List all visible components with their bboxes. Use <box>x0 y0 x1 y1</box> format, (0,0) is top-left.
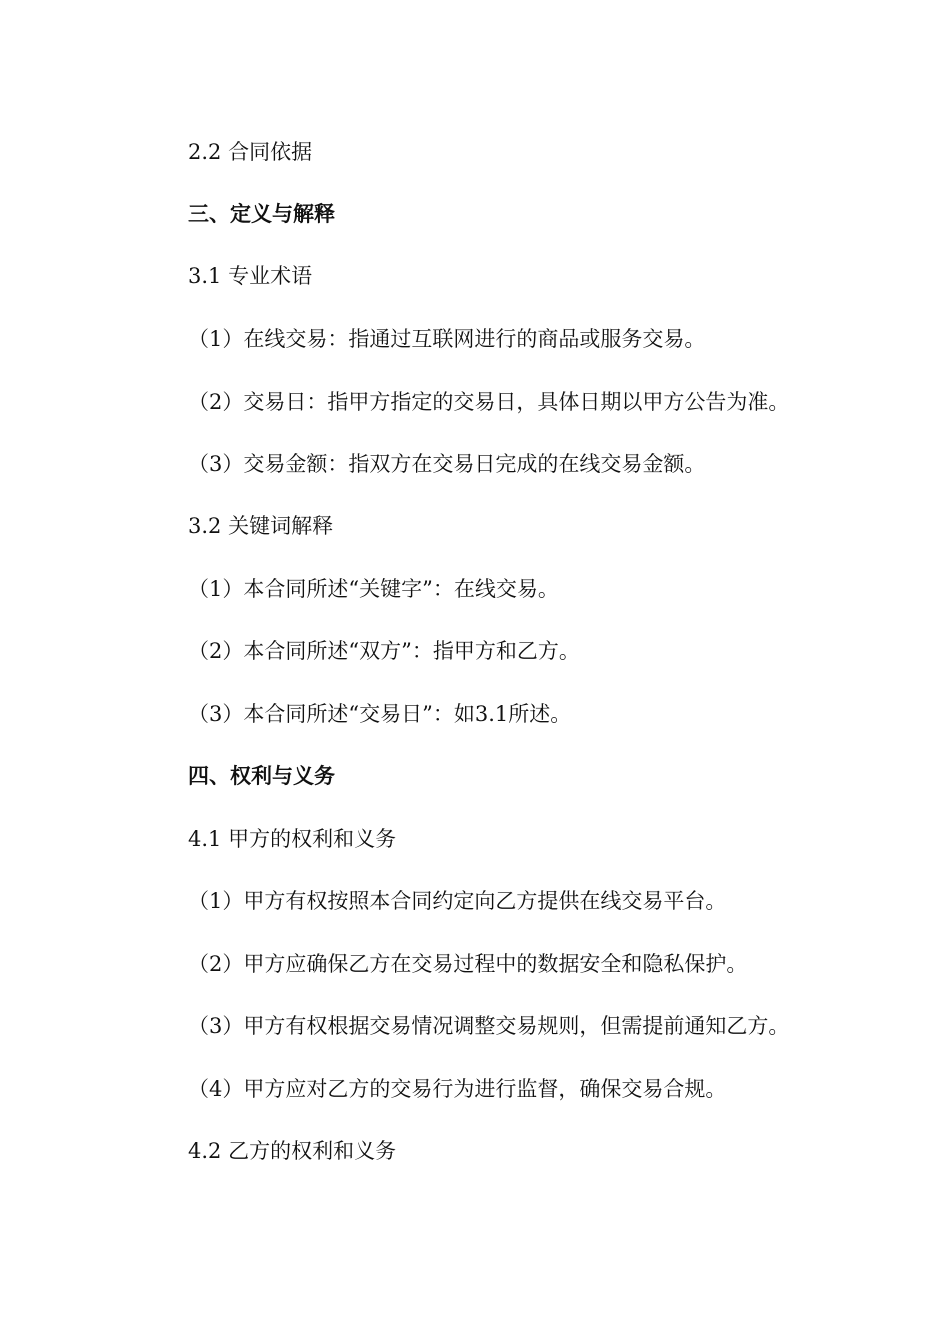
subsection-heading-2-2: 2.2 合同依据 <box>188 140 313 164</box>
list-item: （2）本合同所述“双方”：指甲方和乙方。 <box>188 639 580 663</box>
list-item: （1）甲方有权按照本合同约定向乙方提供在线交易平台。 <box>188 889 727 913</box>
list-item: （2）交易日：指甲方指定的交易日，具体日期以甲方公告为准。 <box>188 390 790 414</box>
list-item: （1）在线交易：指通过互联网进行的商品或服务交易。 <box>188 327 706 351</box>
subsection-heading-3-1: 3.1 专业术语 <box>188 264 313 288</box>
list-item: （2）甲方应确保乙方在交易过程中的数据安全和隐私保护。 <box>188 952 748 976</box>
list-item: （3）本合同所述“交易日”：如3.1所述。 <box>188 702 572 726</box>
list-item: （3）交易金额：指双方在交易日完成的在线交易金额。 <box>188 452 706 476</box>
subsection-heading-3-2: 3.2 关键词解释 <box>188 514 334 538</box>
section-heading-4: 四、权利与义务 <box>188 763 335 788</box>
list-item: （4）甲方应对乙方的交易行为进行监督，确保交易合规。 <box>188 1077 727 1101</box>
subsection-heading-4-1: 4.1 甲方的权利和义务 <box>188 827 397 851</box>
list-item: （3）甲方有权根据交易情况调整交易规则，但需提前通知乙方。 <box>188 1014 790 1038</box>
section-heading-3: 三、定义与解释 <box>188 201 335 226</box>
subsection-heading-4-2: 4.2 乙方的权利和义务 <box>188 1139 397 1163</box>
list-item: （1）本合同所述“关键字”：在线交易。 <box>188 577 559 601</box>
